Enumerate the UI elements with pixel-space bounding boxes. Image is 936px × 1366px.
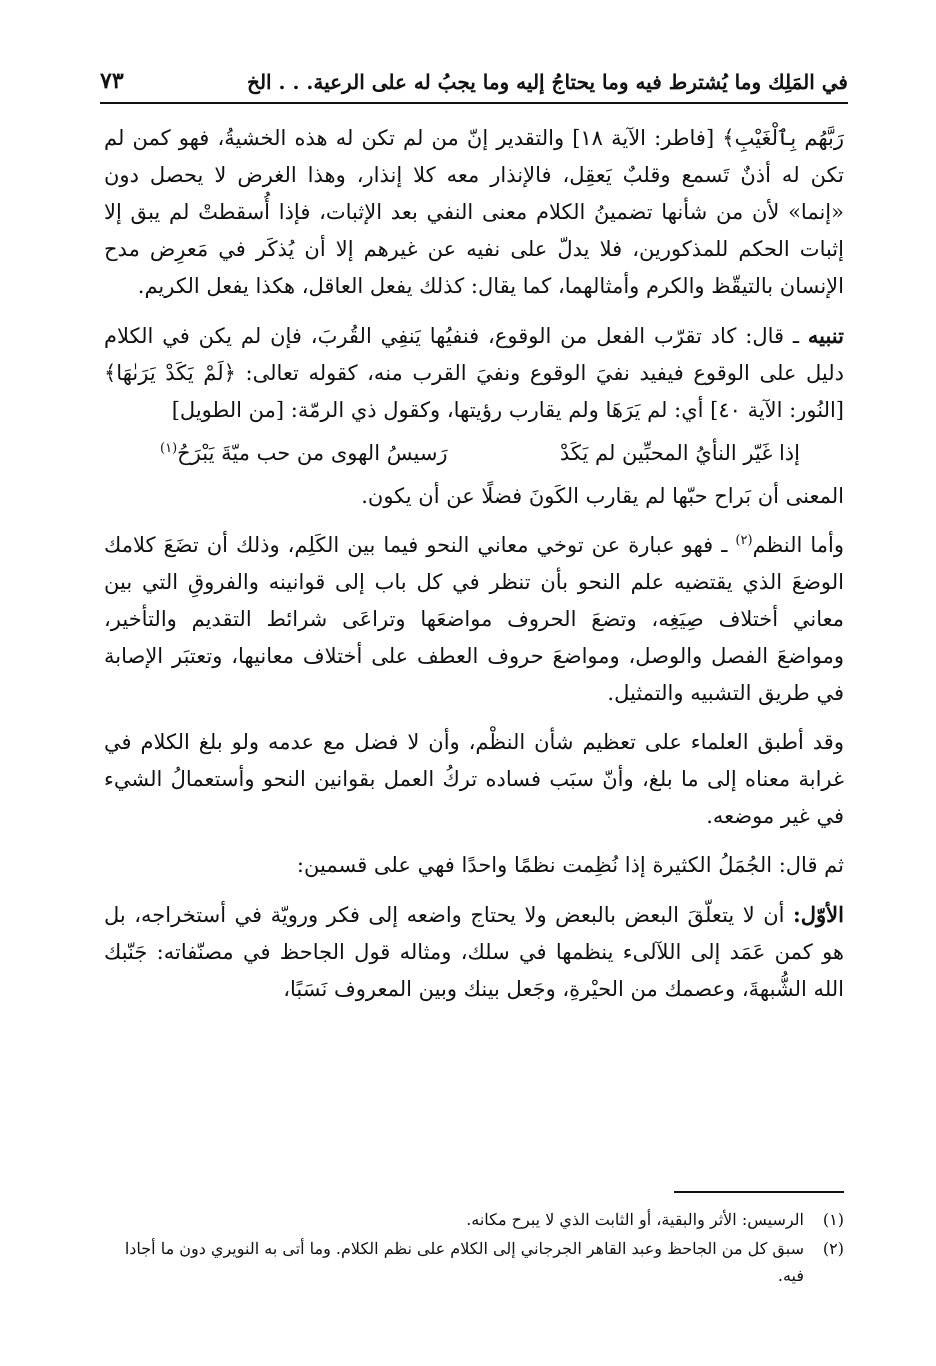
paragraph-text: ثم قال: الجُمَلُ الكثيرة إذا نُظِمت نظمًا واحدًا فهي على قسمين: [296,853,844,877]
poem-hemistich-first [560,435,800,472]
paragraph [104,478,844,515]
poem-verse [160,435,800,472]
paragraph [104,724,844,835]
footnote-marker: (١) [160,441,178,456]
hemistich-text: إذا غَيّر النأيُ المحبِّين لم يَكَدْ [559,441,800,465]
paragraph-text: وأما النظم [752,533,844,557]
paragraph [104,317,844,429]
paragraph [104,527,844,712]
paragraph [104,847,844,884]
paragraph [104,120,844,305]
paragraph-lead: الأوّل: [793,902,844,927]
footnote-text: سبق كل من الجاحظ وعبد القاهر الجرجاني إلى الكلام على نظم الكلام. وما أتى به النويري دون ما أجادا فيه. [124,1239,804,1285]
footnote-number: (٢) [822,1239,844,1258]
footnote-text: الرسيس: الأثر والبقية، أو الثابت الذي لا يبرح مكانه. [466,1210,804,1229]
footnote [104,1235,844,1289]
footnotes [104,1206,844,1291]
hemistich-text: رَسيسُ الهوى من حب ميّةَ يَبْرَحُ [177,441,448,465]
paragraph-text: وقد أطبق العلماء على تعظيم شأن النظْم، وأن لا فضل مع عدمه ولو بلغ الكلام في غرابة معناه إلى ما بلغ، وأنّ سبَب فساده تركُ العمل بقوانين النحو وأستعمالُ الشيء في غير موضعه. [104,730,844,828]
page-number: ٧٣ [100,68,124,94]
paragraph-text: ـ فهو عبارة عن توخي معاني النحو فيما بين الكَلِم، وذلك أن تضَعَ كلامك الوضعَ الذي يقتضيه علم النحو بأن تنظر في كل باب إلى قوانينه والفروقِ التي بين معاني أختلاف صِيَغِه، وتضعَ الحروف مواضعَها وتراعَى شرائط التقديم والتأخير، ومواضعَ الفصل والوصل، ومواضعَ حروف العطف على أختلاف معانيها، وتعتبَر الإصابة في طريق التشبيه والتمثيل. [104,533,844,705]
paragraph-text: ـ قال: كاد تقرّب الفعل من الوقوع، فنفيُها يَنفِي القُربَ، فإن لم يكن في الكلام دليل على الوقوع فيفيد نفيَ الوقوع ونفيَ القرب منه، كقوله تعالى: ﴿لَمْ يَكَدْ يَرَىٰهَا﴾ [النُور: الآية ٤٠] أي: لم يَرَهَا ولم يقارب رؤيتها، وكقول ذي الرمّة: [من الطويل] [104,324,844,422]
paragraph-text: رَبَّهُم بِٱلْغَيْبِ﴾ [فاطر: الآية ١٨] والتقدير إنّ من لم تكن له هذه الخشيةُ، فهو كمن لم تكن له أذنٌ تَسمع وقلبٌ يَعقِل، فالإنذار معه كلا إنذار، وهذا الغرض لا يحصل دون «إنما» لأن من شأنها تضمينُ الكلام معنى النفي بعد الإثبات، فإذا أُسقطتْ لم يبق إلا إثبات الحكم للمذكورين، فلا يدلّ على نفيه عن غيرهم إلا أن يُذكَر في مَعرِض مدح الإنسان بالتيقّظ والكرم وأمثالهما، كما يقال: كذلك يفعل العاقل، هكذا يفعل الكريم. [104,126,844,298]
footnote [104,1206,844,1233]
paragraph-lead: تنبيه [807,323,844,348]
footnote-divider [674,1191,844,1193]
paragraph-text: المعنى أن بَراح حبّها لم يقارب الكَونَ فضلًا عن أن يكون. [361,484,844,508]
paragraph [104,896,844,1008]
page-header [100,62,848,104]
running-title: في المَلِك وما يُشترط فيه وما يحتاجُ إليه وما يجبُ له على الرعية. . . الخ [247,70,848,94]
footnote-number: (١) [822,1210,844,1229]
footnote-marker: (٢) [735,533,753,548]
poem-hemistich-second [160,435,448,472]
main-text [104,120,844,1020]
paragraph-text: أن لا يتعلّقَ البعض بالبعض ولا يحتاج واضعه إلى فكر ورويّة في أستخراجه، بل هو كمن عَمَد إلى اللآلىء ينظمها في سلك، ومثاله قول الجاحظ في مصنّفاته: جَنّبك الله الشُّبهةَ، وعصمك من الحيْرةِ، وجَعل بينك وبين المعروف نَسَبًا، [104,903,844,1001]
